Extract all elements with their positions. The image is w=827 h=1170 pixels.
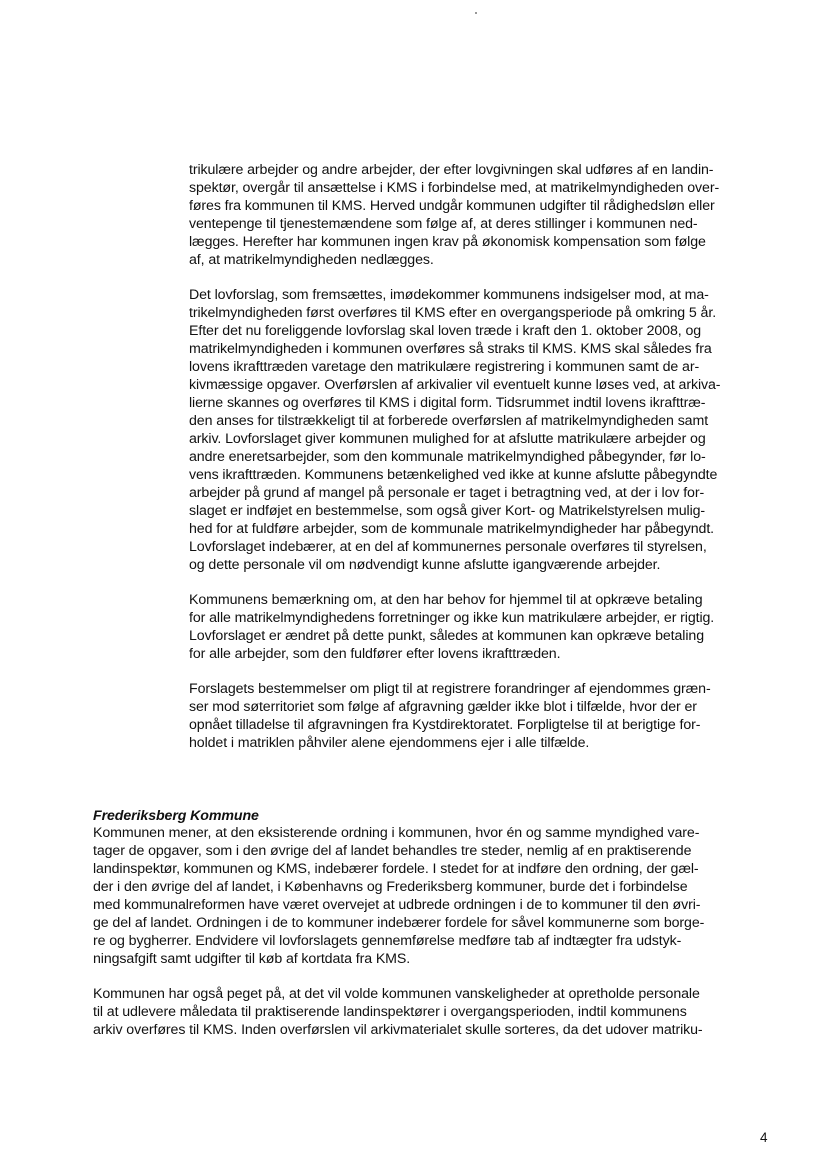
paragraph-3-line: for alle arbejder, som den fuldfører efter lovens ikrafttræden.	[189, 646, 561, 662]
paragraph-2-line: den anses for tilstrækkeligt til at forberede overførslen af matrikelmyndigheden samt	[189, 413, 709, 429]
paragraph-1-line: trikulære arbejder og andre arbejder, der efter lovgivningen skal udføres af en landin-	[189, 162, 714, 178]
paragraph-2-line: Lovforslaget indebærer, at en del af kommunernes personale overføres til styrelsen,	[189, 539, 707, 555]
paragraph-3-line: Lovforslaget er ændret på dette punkt, således at kommunen kan opkræve betaling	[189, 628, 704, 644]
paragraph-2-line: kivmæssige opgaver. Overførslen af arkivalier vil eventuelt kunne løses ved, at arkiva-	[189, 377, 721, 393]
paragraph-4-line: holdet i matriklen påhviler alene ejendommens ejer i alle tilfælde.	[189, 735, 590, 751]
paragraph-1-line: spektør, overgår til ansættelse i KMS i forbindelse med, at matrikelmyndigheden over-	[189, 180, 720, 196]
paragraph-3-line: for alle matrikelmyndighedens forretninger og ikke kun matrikulære arbejder, er rigtig.	[189, 610, 715, 626]
paragraph-2-line: hed for at fuldføre arbejder, som de kommunale matrikelmyndigheder har påbegyndt.	[189, 521, 715, 537]
paragraph-2-line: vens ikrafttræden. Kommunens betænkelighed ved ikke at kunne afslutte påbegyndte	[189, 467, 718, 483]
paragraph-6-line: arkiv overføres til KMS. Inden overførslen vil arkivmaterialet skulle sorteres, da det udover matriku-	[93, 1022, 703, 1038]
paragraph-2-line: og dette personale vil om nødvendigt kunne afslutte igangværende arbejder.	[189, 557, 661, 573]
paragraph-2-line: arbejder på grund af mangel på personale er taget i betragtning ved, at der i lov for-	[189, 485, 705, 501]
paragraph-2-line: Efter det nu foreliggende lovforslag skal loven træde i kraft den 1. oktober 2008, og	[189, 323, 702, 339]
paragraph-2-line: trikelmyndigheden først overføres til KMS efter en overgangsperiode på omkring 5 år.	[189, 305, 717, 321]
paragraph-4-line: Forslagets bestemmelser om pligt til at registrere forandringer af ejendommes græn-	[189, 681, 711, 697]
section-heading: Frederiksberg Kommune	[93, 808, 259, 824]
paragraph-1-line: af, at matrikelmyndigheden nedlægges.	[189, 252, 434, 268]
paragraph-5-line: ningsafgift samt udgifter til køb af kortdata fra KMS.	[93, 951, 411, 967]
paragraph-5-line: landinspektør, kommunen og KMS, indebærer fordele. I stedet for at indføre den ordning, der gæl-	[93, 861, 699, 877]
paragraph-4-line: ser mod søterritoriet som følge af afgravning gælder ikke blot i tilfælde, hvor der er	[189, 699, 697, 715]
paragraph-1-line: føres fra kommunen til KMS. Herved undgår kommunen udgifter til rådighedsløn eller	[189, 198, 715, 214]
paragraph-2-line: lierne skannes og overføres til KMS i digital form. Tidsrummet indtil lovens ikrafttræ-	[189, 395, 706, 411]
paragraph-2-line: andre eneretsarbejder, som den kommunale matrikelmyndighed påbegynder, før lo-	[189, 449, 706, 465]
paragraph-2-line: arkiv. Lovforslaget giver kommunen mulighed for at afslutte matrikulære arbejder og	[189, 431, 706, 447]
paragraph-5-line: Kommunen mener, at den eksisterende ordning i kommunen, hvor én og samme myndighed vare-	[93, 825, 700, 841]
paragraph-5-line: med kommunalreformen have været overvejet at udbrede ordningen i de to kommuner til den øvri-	[93, 897, 701, 913]
paragraph-4-line: opnået tilladelse til afgravningen fra Kystdirektoratet. Forpligtelse til at berigtige for-	[189, 717, 701, 733]
paragraph-6-line: til at udlevere måledata til praktiserende landinspektører i overgangsperioden, indtil kommunens	[93, 1004, 687, 1020]
paragraph-3-line: Kommunens bemærkning om, at den har behov for hjemmel til at opkræve betaling	[189, 592, 703, 608]
paragraph-5-line: ge del af landet. Ordningen i de to kommuner indebærer fordele for såvel kommunerne som borge-	[93, 915, 705, 931]
paragraph-2-line: slaget er indføjet en bestemmelse, som også giver Kort- og Matrikelstyrelsen mulig-	[189, 503, 706, 519]
paragraph-5-line: re og bygherrer. Endvidere vil lovforslagets gennemførelse medføre tab af indtægter fra udstyk-	[93, 933, 682, 949]
paragraph-1-line: ventepenge til tjenestemændene som følge af, at deres stillinger i kommunen ned-	[189, 216, 698, 232]
paragraph-5-line: der i den øvrige del af landet, i Københavns og Frederiksberg kommuner, burde det i forbindelse	[93, 879, 688, 895]
paragraph-2-line: Det lovforslag, som fremsættes, imødekommer kommunens indsigelser mod, at ma-	[189, 287, 709, 303]
paragraph-5-line: tager de opgaver, som i den øvrige del af landet behandles tre steder, nemlig af en praktiserende	[93, 843, 692, 859]
paragraph-1-line: lægges. Herefter har kommunen ingen krav på økonomisk kompensation som følge	[189, 234, 706, 250]
paragraph-6-line: Kommunen har også peget på, at det vil volde kommunen vanskeligheder at opretholde personale	[93, 986, 700, 1002]
paragraph-2-line: lovens ikrafttræden varetage den matrikulære registrering i kommunen samt de ar-	[189, 359, 700, 375]
scan-speck	[475, 12, 477, 14]
page-number: 4	[760, 1130, 768, 1145]
paragraph-2-line: matrikelmyndigheden i kommunen overføres så straks til KMS. KMS skal således fra	[189, 341, 712, 357]
